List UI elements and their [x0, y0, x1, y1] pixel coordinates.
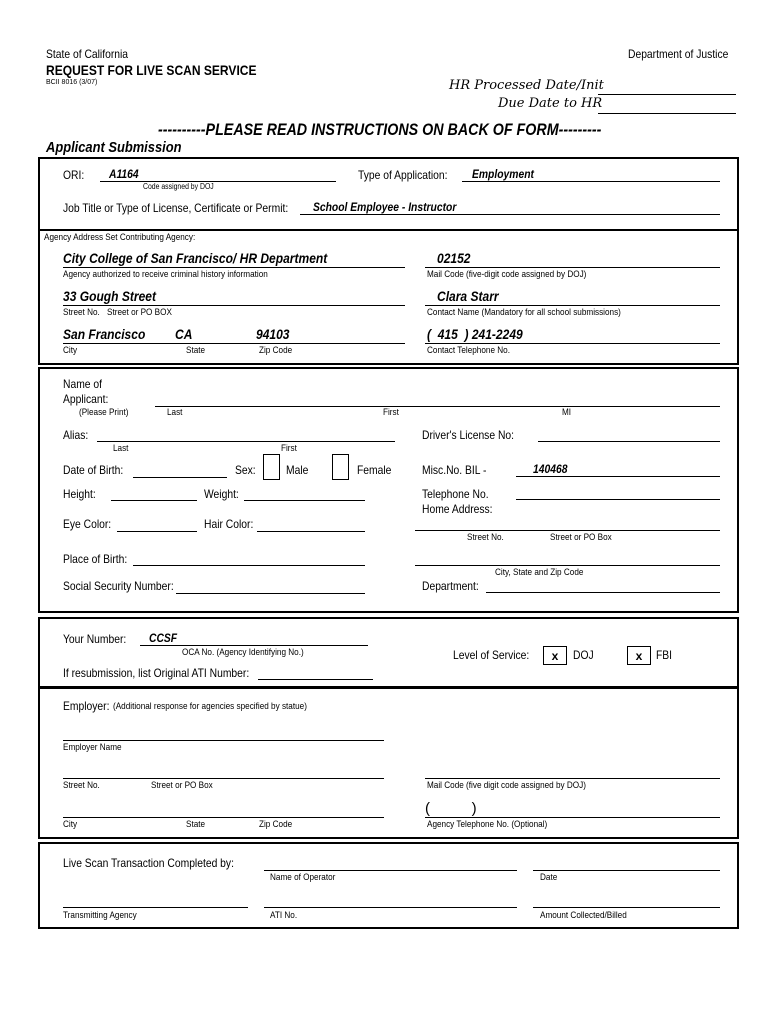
- form-code: BCII 8016 (3/07): [46, 79, 98, 86]
- level-label: Level of Service:: [453, 648, 530, 662]
- street-no-caption: Street No.: [63, 307, 100, 318]
- weight-line[interactable]: [244, 500, 365, 501]
- misc-value[interactable]: 140468: [533, 462, 568, 476]
- department-line[interactable]: [486, 592, 720, 593]
- ori-line: [100, 181, 336, 182]
- your-number-label: Your Number:: [63, 632, 127, 646]
- employer-street-caption: Street or PO Box: [151, 780, 213, 791]
- agency-heading: Agency Address Set Contributing Agency:: [44, 232, 196, 243]
- agency-name-value[interactable]: City College of San Francisco/ HR Department: [63, 250, 328, 266]
- home-address-line[interactable]: [415, 530, 720, 531]
- employer-phone-parens: ( ): [425, 800, 477, 817]
- height-line[interactable]: [111, 500, 197, 501]
- state-caption: State: [186, 345, 206, 356]
- state-value[interactable]: CA: [175, 326, 193, 342]
- section-title: Applicant Submission: [46, 139, 182, 156]
- alias-last-caption: Last: [113, 443, 129, 454]
- amount-caption: Amount Collected/Billed: [540, 910, 627, 921]
- doj-label: DOJ: [573, 648, 594, 662]
- employer-phone-caption: Agency Telephone No. (Optional): [427, 819, 548, 830]
- telephone-label: Telephone No.: [422, 487, 489, 501]
- employer-city-caption: City: [63, 819, 78, 830]
- alias-label: Alias:: [63, 428, 89, 442]
- contact-line: [425, 305, 720, 306]
- type-line: [462, 181, 720, 182]
- date-line[interactable]: [533, 870, 720, 871]
- employer-mail-code-line[interactable]: [425, 778, 720, 779]
- phone-value[interactable]: ( 415 ) 241-2249: [427, 326, 523, 342]
- misc-line: [516, 476, 720, 477]
- zip-caption: Zip Code: [259, 345, 293, 356]
- city-state-zip-caption: City, State and Zip Code: [495, 567, 584, 578]
- name-first-caption: First: [383, 407, 399, 418]
- agency-name-caption: Agency authorized to receive criminal history information: [63, 269, 268, 280]
- name-label-2: Applicant:: [63, 392, 109, 406]
- your-number-value[interactable]: CCSF: [149, 631, 178, 645]
- date-caption: Date: [540, 872, 558, 883]
- operator-caption: Name of Operator: [270, 872, 336, 883]
- applicant-box: [38, 367, 739, 613]
- name-label-1: Name of: [63, 377, 103, 391]
- hr-processed-line[interactable]: [598, 94, 736, 95]
- doj-checkbox[interactable]: [543, 646, 567, 665]
- employer-phone-line[interactable]: [425, 817, 720, 818]
- employer-street-no-caption: Street No.: [63, 780, 100, 791]
- city-caption: City: [63, 345, 78, 356]
- state-label: State of California: [46, 47, 129, 61]
- eye-line[interactable]: [117, 531, 197, 532]
- job-line: [300, 214, 720, 215]
- fbi-mark: x: [635, 649, 643, 663]
- employer-street-line[interactable]: [63, 778, 384, 779]
- your-number-line: [140, 645, 368, 646]
- female-checkbox[interactable]: [332, 454, 349, 480]
- alias-first-caption: First: [281, 443, 297, 454]
- name-last-caption: Last: [167, 407, 183, 418]
- due-date-line[interactable]: [598, 113, 736, 114]
- street-line: [63, 305, 405, 306]
- transaction-label: Live Scan Transaction Completed by:: [63, 856, 234, 870]
- city-value[interactable]: San Francisco: [63, 326, 146, 342]
- place-of-birth-line[interactable]: [133, 565, 365, 566]
- ssn-label: Social Security Number:: [63, 579, 174, 593]
- city-line: [63, 343, 405, 344]
- contact-value[interactable]: Clara Starr: [437, 288, 499, 304]
- mail-code-line: [425, 267, 720, 268]
- department-label: Department of Justice: [628, 47, 729, 61]
- weight-label: Weight:: [204, 487, 239, 501]
- fbi-label: FBI: [656, 648, 673, 662]
- due-date-label: Due Date to HR: [498, 96, 603, 111]
- instructions-banner: ----------PLEASE READ INSTRUCTIONS ON BACK OF FORM---------: [158, 120, 602, 139]
- ori-label: ORI:: [63, 168, 85, 182]
- oca-caption: OCA No. (Agency Identifying No.): [182, 647, 304, 658]
- street-caption: Street or PO BOX: [107, 307, 172, 318]
- ssn-line[interactable]: [176, 593, 365, 594]
- misc-label: Misc.No. BIL -: [422, 463, 487, 477]
- form-title: REQUEST FOR LIVE SCAN SERVICE: [46, 62, 257, 78]
- male-label: Male: [286, 463, 309, 477]
- telephone-line[interactable]: [516, 499, 720, 500]
- height-label: Height:: [63, 487, 96, 501]
- employer-label: Employer:: [63, 699, 110, 713]
- ati-caption: ATI No.: [270, 910, 298, 921]
- home-street-no-caption: Street No.: [467, 532, 504, 543]
- mail-code-value[interactable]: 02152: [437, 250, 471, 266]
- zip-value[interactable]: 94103: [256, 326, 290, 342]
- dob-line[interactable]: [133, 477, 227, 478]
- employer-name-caption: Employer Name: [63, 742, 122, 753]
- eye-label: Eye Color:: [63, 517, 112, 531]
- agency-name-line: [63, 267, 405, 268]
- female-label: Female: [357, 463, 392, 477]
- drivers-license-line[interactable]: [538, 441, 720, 442]
- ori-value[interactable]: A1164: [109, 167, 139, 181]
- employer-city-line[interactable]: [63, 817, 384, 818]
- department-field-label: Department:: [422, 579, 479, 593]
- alias-line[interactable]: [97, 441, 395, 442]
- resubmission-label: If resubmission, list Original ATI Number:: [63, 666, 250, 680]
- hr-processed-label: HR Processed Date/Init: [449, 78, 604, 93]
- applicant-name-line[interactable]: [155, 406, 720, 407]
- phone-line: [425, 343, 720, 344]
- ati-line[interactable]: [264, 907, 517, 908]
- home-address-label: Home Address:: [422, 502, 493, 516]
- contact-caption: Contact Name (Mandatory for all school submissions): [427, 307, 621, 318]
- resubmission-line[interactable]: [258, 679, 373, 680]
- type-label: Type of Application:: [358, 168, 448, 182]
- fbi-checkbox[interactable]: [627, 646, 651, 665]
- mail-code-caption: Mail Code (five-digit code assigned by DOJ): [427, 269, 587, 280]
- hair-line[interactable]: [257, 531, 365, 532]
- please-print: (Please Print): [79, 407, 129, 418]
- employer-mail-code-caption: Mail Code (five digit code assigned by DOJ): [427, 780, 586, 791]
- phone-caption: Contact Telephone No.: [427, 345, 510, 356]
- transmitting-agency-caption: Transmitting Agency: [63, 910, 137, 921]
- home-street-caption: Street or PO Box: [550, 532, 612, 543]
- dob-label: Date of Birth:: [63, 463, 124, 477]
- transmitting-agency-line[interactable]: [63, 907, 248, 908]
- street-value[interactable]: 33 Gough Street: [63, 288, 157, 304]
- employer-note: (Additional response for agencies specified by statue): [113, 701, 307, 712]
- ori-caption: Code assigned by DOJ: [143, 182, 214, 191]
- job-value[interactable]: School Employee - Instructor: [313, 200, 457, 214]
- city-state-zip-line[interactable]: [415, 565, 720, 566]
- job-label: Job Title or Type of License, Certificate or Permit:: [63, 201, 289, 215]
- sex-label: Sex:: [235, 463, 256, 477]
- operator-line[interactable]: [264, 870, 517, 871]
- hair-label: Hair Color:: [204, 517, 254, 531]
- employer-state-caption: State: [186, 819, 206, 830]
- amount-line[interactable]: [533, 907, 720, 908]
- doj-mark: x: [551, 649, 559, 663]
- name-mi-caption: MI: [562, 407, 572, 418]
- drivers-license-label: Driver's License No:: [422, 428, 515, 442]
- place-of-birth-label: Place of Birth:: [63, 552, 128, 566]
- male-checkbox[interactable]: [263, 454, 280, 480]
- employer-zip-caption: Zip Code: [259, 819, 293, 830]
- employer-name-line[interactable]: [63, 740, 384, 741]
- type-value[interactable]: Employment: [472, 167, 534, 181]
